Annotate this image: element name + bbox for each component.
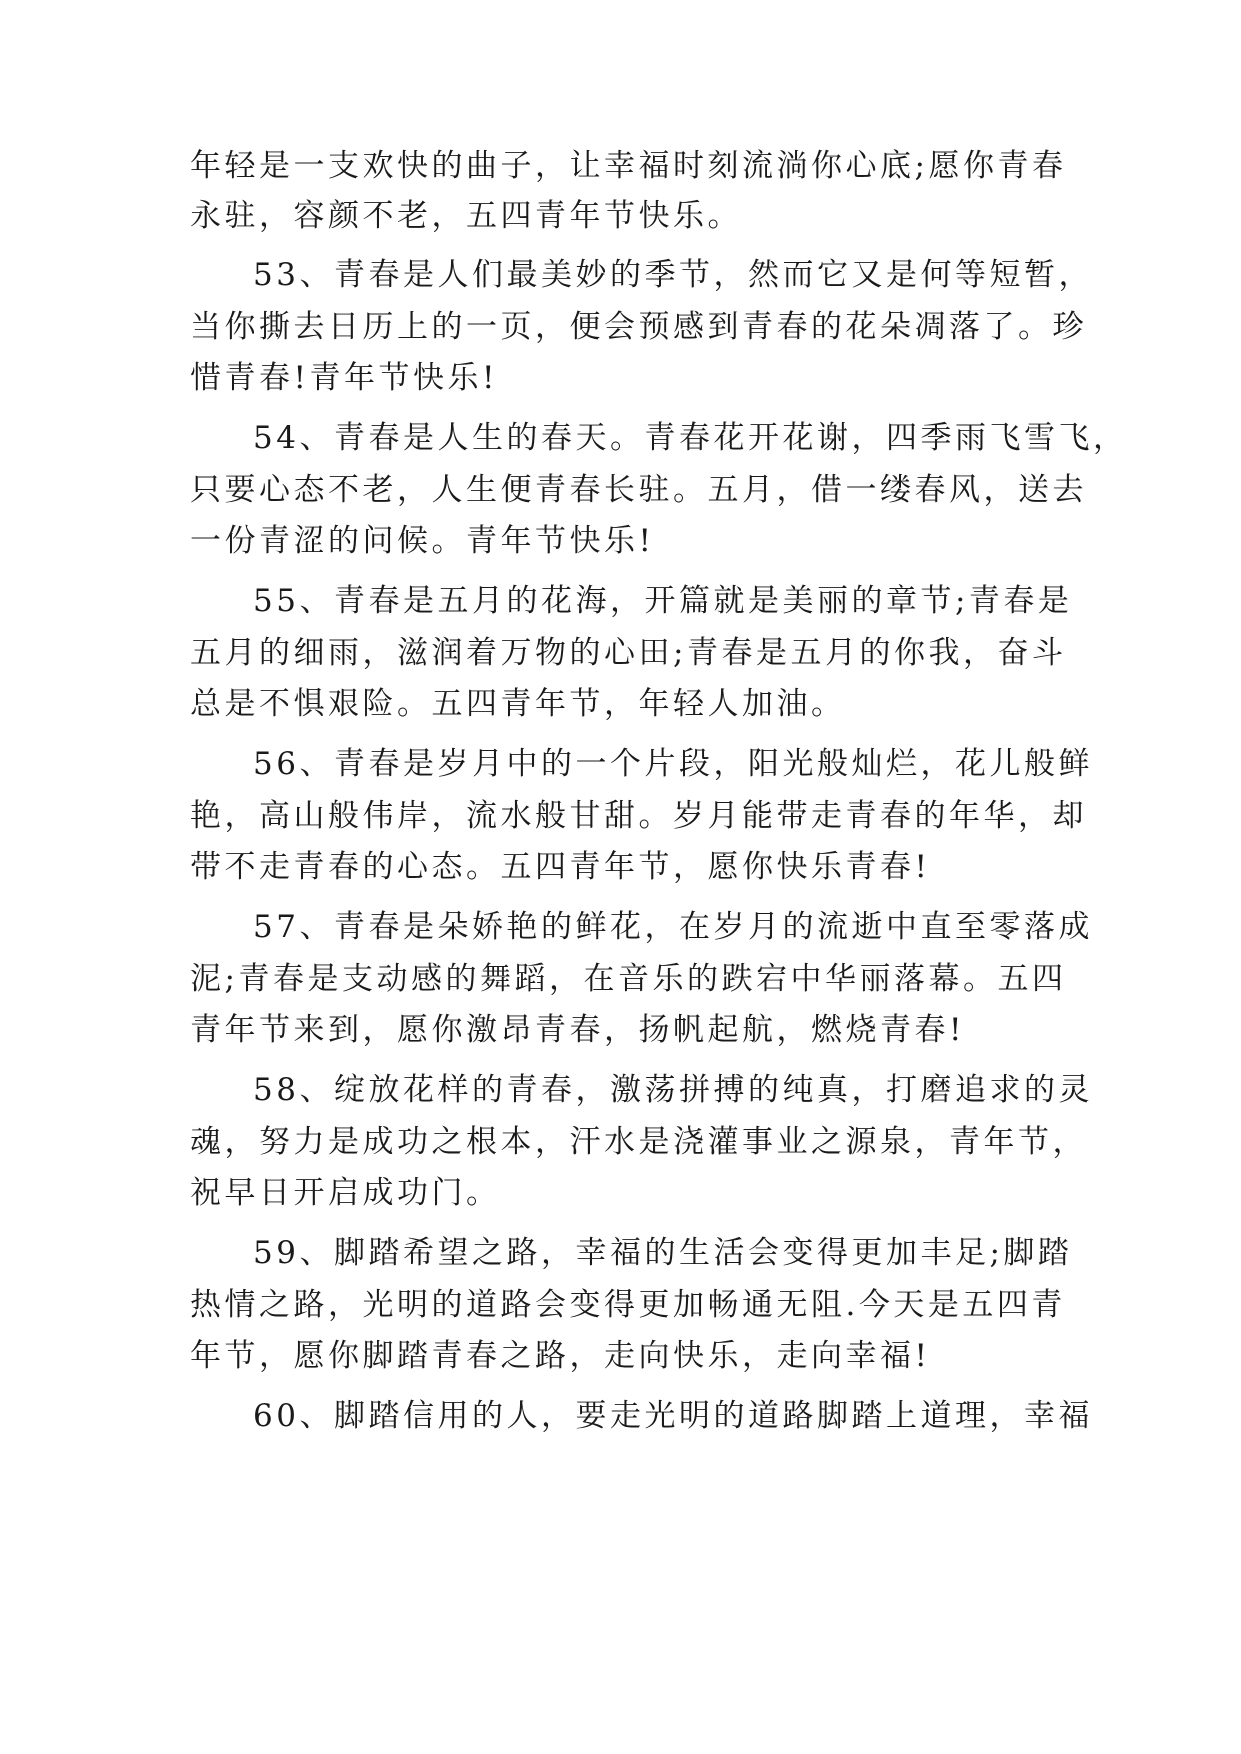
text-line: 泥;青春是支动感的舞蹈，在音乐的跌宕中华丽落幕。五四 <box>190 961 1067 997</box>
text-line: 魂，努力是成功之根本，汗水是浇灌事业之源泉，青年节， <box>190 1124 1087 1160</box>
text-line: 祝早日开启成功门。 <box>190 1175 501 1211</box>
text-line: 总是不惧艰险。五四青年节，年轻人加油。 <box>190 686 846 722</box>
text-line: 艳，高山般伟岸，流水般甘甜。岁月能带走青春的年华，却 <box>190 798 1087 834</box>
text-line: 57、青春是朵娇艳的鲜花，在岁月的流逝中直至零落成 <box>253 909 1093 945</box>
text-line: 58、绽放花样的青春，激荡拼搏的纯真，打磨追求的灵 <box>253 1072 1093 1108</box>
text-line: 只要心态不老，人生便青春长驻。五月，借一缕春风，送去 <box>190 472 1087 508</box>
text-line: 56、青春是岁月中的一个片段，阳光般灿烂，花儿般鲜 <box>253 746 1093 782</box>
text-line: 54、青春是人生的春天。青春花开花谢，四季雨飞雪飞， <box>253 420 1128 456</box>
text-line: 一份青涩的问候。青年节快乐! <box>190 523 655 559</box>
text-line: 60、脚踏信用的人，要走光明的道路脚踏上道理，幸福 <box>253 1398 1093 1434</box>
text-line: 热情之路，光明的道路会变得更加畅通无阻.今天是五四青 <box>190 1287 1066 1323</box>
text-line: 当你撕去日历上的一页，便会预感到青春的花朵凋落了。珍 <box>190 309 1087 345</box>
text-line: 59、脚踏希望之路，幸福的生活会变得更加丰足;脚踏 <box>253 1235 1073 1271</box>
text-line: 青年节来到，愿你激昂青春，扬帆起航，燃烧青春! <box>190 1012 965 1048</box>
text-line: 53、青春是人们最美妙的季节，然而它又是何等短暂， <box>253 257 1093 293</box>
text-line: 55、青春是五月的花海，开篇就是美丽的章节;青春是 <box>253 583 1073 619</box>
text-line: 带不走青春的心态。五四青年节，愿你快乐青春! <box>190 849 931 885</box>
text-line: 年轻是一支欢快的曲子，让幸福时刻流淌你心底;愿你青春 <box>190 148 1067 184</box>
text-line: 五月的细雨，滋润着万物的心田;青春是五月的你我，奋斗 <box>190 635 1067 671</box>
text-line: 永驻，容颜不老，五四青年节快乐。 <box>190 198 742 234</box>
text-line: 年节，愿你脚踏青春之路，走向快乐，走向幸福! <box>190 1338 931 1374</box>
text-line: 惜青春!青年节快乐! <box>190 360 498 396</box>
